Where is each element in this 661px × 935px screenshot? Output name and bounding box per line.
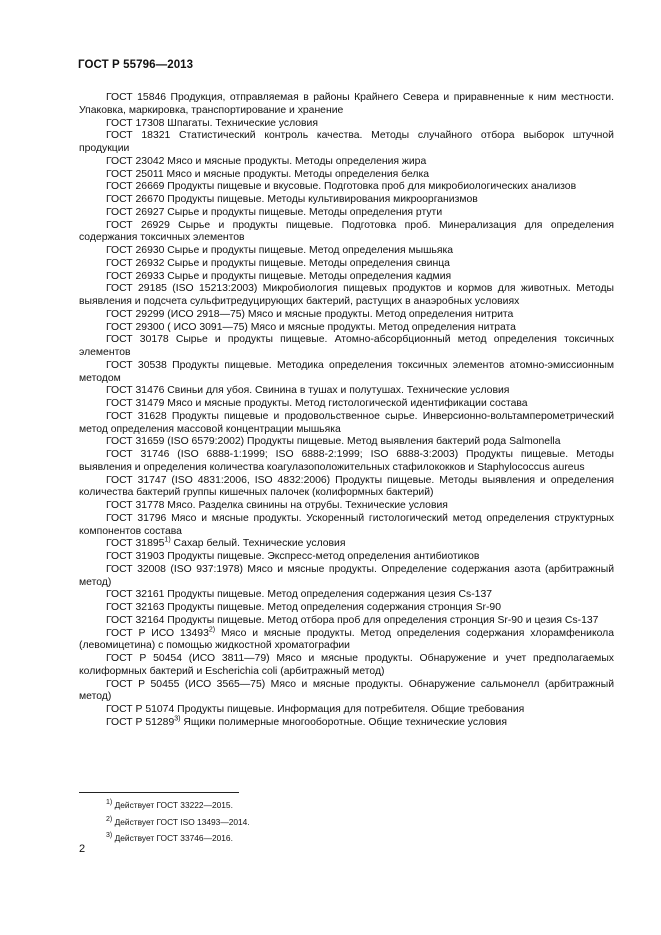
footnote-mark: 1) <box>106 799 113 807</box>
reference-item: ГОСТ Р 50455 (ИСО 3565—75) Мясо и мясные продукты. Обнаружение сальмонелл (арбитражный метод) <box>79 678 614 703</box>
reference-code: ГОСТ Р 51289 <box>106 716 175 728</box>
reference-item: ГОСТ 32008 (ISO 937:1978) Мясо и мясные продукты. Определение содержания азота (арбитражный метод) <box>79 563 614 588</box>
page-number: 2 <box>79 843 86 855</box>
reference-code: ГОСТ Р ИСО 13493 <box>106 627 209 639</box>
footnotes <box>106 797 250 847</box>
reference-item: ГОСТ 30178 Сырье и продукты пищевые. Атомно-абсорбционный метод определения токсичных элементов <box>79 334 614 358</box>
footnote-mark: 3) <box>106 832 113 840</box>
reference-item: ГОСТ 31628 Продукты пищевые и продовольственное сырье. Инверсионно-вольтамперометрический метод определения массовой концентрации мышьяка <box>79 410 614 435</box>
reference-item: ГОСТ 31747 (ISO 4831:2006, ISO 4832:2006) Продукты пищевые. Методы выявления и определения количества бактерий группы кишечных палочек (колиформных бактерий) <box>79 474 614 499</box>
reference-title: Ящики полимерные многооборотные. Общие технические условия <box>180 716 507 728</box>
footnote <box>106 814 250 831</box>
reference-item <box>79 717 614 730</box>
reference-item: ГОСТ 26669 Продукты пищевые и вкусовые. Подготовка проб для микробиологических анализов <box>106 181 577 193</box>
reference-item: ГОСТ 32163 Продукты пищевые. Метод определения содержания стронция Sr-90 <box>106 602 501 613</box>
footnote-marker: 1) <box>164 536 171 544</box>
footnote <box>106 830 250 847</box>
reference-item: ГОСТ 23042 Мясо и мясные продукты. Методы определения жира <box>106 155 427 167</box>
reference-item: ГОСТ Р 51074 Продукты пищевые. Информация для потребителя. Общие требования <box>106 704 525 715</box>
reference-item: ГОСТ 26670 Продукты пищевые. Методы культивирования микроорганизмов <box>106 194 478 205</box>
reference-item: ГОСТ 31479 Мясо и мясные продукты. Метод гистологической идентификации состава <box>106 398 528 409</box>
reference-item: ГОСТ 31659 (ISO 6579:2002) Продукты пищевые. Метод выявления бактерий рода Salmonella <box>106 436 561 448</box>
reference-item: ГОСТ 32164 Продукты пищевые. Метод отбора проб для определения стронция Sr-90 и цезия Cs-137 <box>106 614 599 626</box>
reference-item: ГОСТ 26932 Сырье и продукты пищевые. Методы определения свинца <box>106 257 450 269</box>
reference-item <box>79 538 614 551</box>
footnote-marker: 3) <box>174 715 181 723</box>
footnote-mark: 2) <box>106 815 113 823</box>
footnote-divider <box>79 792 239 793</box>
reference-title: Сахар белый. Технические условия <box>170 538 346 550</box>
reference-item: ГОСТ 29299 (ИСО 2918—75) Мясо и мясные продукты. Метод определения нитрита <box>106 308 514 320</box>
reference-item: ГОСТ 31903 Продукты пищевые. Экспресс-метод определения антибиотиков <box>106 551 480 562</box>
reference-item: ГОСТ 26933 Сырье и продукты пищевые. Методы определения кадмия <box>106 270 452 282</box>
normative-references-list <box>79 92 614 730</box>
document-header: ГОСТ Р 55796—2013 <box>78 59 194 71</box>
reference-item: ГОСТ 17308 Шпагаты. Технические условия <box>106 117 318 129</box>
reference-item: ГОСТ 31476 Свиньи для убоя. Свинина в тушах и полутушах. Технические условия <box>106 385 510 397</box>
reference-item: ГОСТ Р 50454 (ИСО 3811—79) Мясо и мясные продукты. Обнаружение и учет предполагаемых колиформных бактерий и Escherichia coli (арбитражный метод) <box>79 653 614 677</box>
reference-item <box>79 628 614 654</box>
reference-item: ГОСТ 29185 (ISO 15213:2003) Микробиология пищевых продуктов и кормов для животных. Методы выявления и подсчета сульфитредуцирующих бактерий, растущих в анаэробных условиях <box>79 283 614 307</box>
reference-title: Мясо и мясные продукты. Метод определения содержания хлорамфеникола (левомицетина) с помощью жидкостной хроматографии <box>79 627 614 652</box>
reference-item: ГОСТ 25011 Мясо и мясные продукты. Методы определения белка <box>106 168 430 180</box>
footnote <box>106 797 250 814</box>
reference-item: ГОСТ 15846 Продукция, отправляемая в районы Крайнего Севера и приравненные к ним местности. Упаковка, маркировка, транспортирование и хранение <box>79 92 614 116</box>
footnote-text: Действует ГОСТ 33746—2016. <box>114 833 233 843</box>
reference-item: ГОСТ 18321 Статистический контроль качества. Методы случайного отбора выборок штучной продукции <box>79 130 614 154</box>
reference-item: ГОСТ 30538 Продукты пищевые. Методика определения токсичных элементов атомно-эмиссионным методом <box>79 359 614 384</box>
reference-item: ГОСТ 29300 ( ИСО 3091—75) Мясо и мясные продукты. Метод определения нитрата <box>106 321 516 333</box>
reference-item: ГОСТ 26927 Сырье и продукты пищевые. Методы определения ртути <box>106 206 443 218</box>
footnote-text: Действует ГОСТ 33222—2015. <box>114 800 233 810</box>
reference-code: ГОСТ 31895 <box>106 538 165 550</box>
footnote-marker: 2) <box>208 626 216 634</box>
reference-item: ГОСТ 26930 Сырье и продукты пищевые. Метод определения мышьяка <box>106 245 454 256</box>
reference-item: ГОСТ 31746 (ISO 6888-1:1999; ISO 6888-2:1999; ISO 6888-3:2003) Продукты пищевые. Методы выявления и определения количества коагулазоположительных стафилококков и Staphylococcus aureus <box>79 449 614 473</box>
reference-item: ГОСТ 32161 Продукты пищевые. Метод определения содержания цезия Cs-137 <box>106 589 493 601</box>
reference-item: ГОСТ 31796 Мясо и мясные продукты. Ускоренный гистологический метод определения структурных компонентов состава <box>79 512 614 537</box>
reference-item: ГОСТ 26929 Сырье и продукты пищевые. Подготовка проб. Минерализация для определения содержания токсичных элементов <box>79 219 614 244</box>
reference-item: ГОСТ 31778 Мясо. Разделка свинины на отрубы. Технические условия <box>106 500 448 511</box>
footnote-text: Действует ГОСТ ISO 13493—2014. <box>114 816 250 827</box>
